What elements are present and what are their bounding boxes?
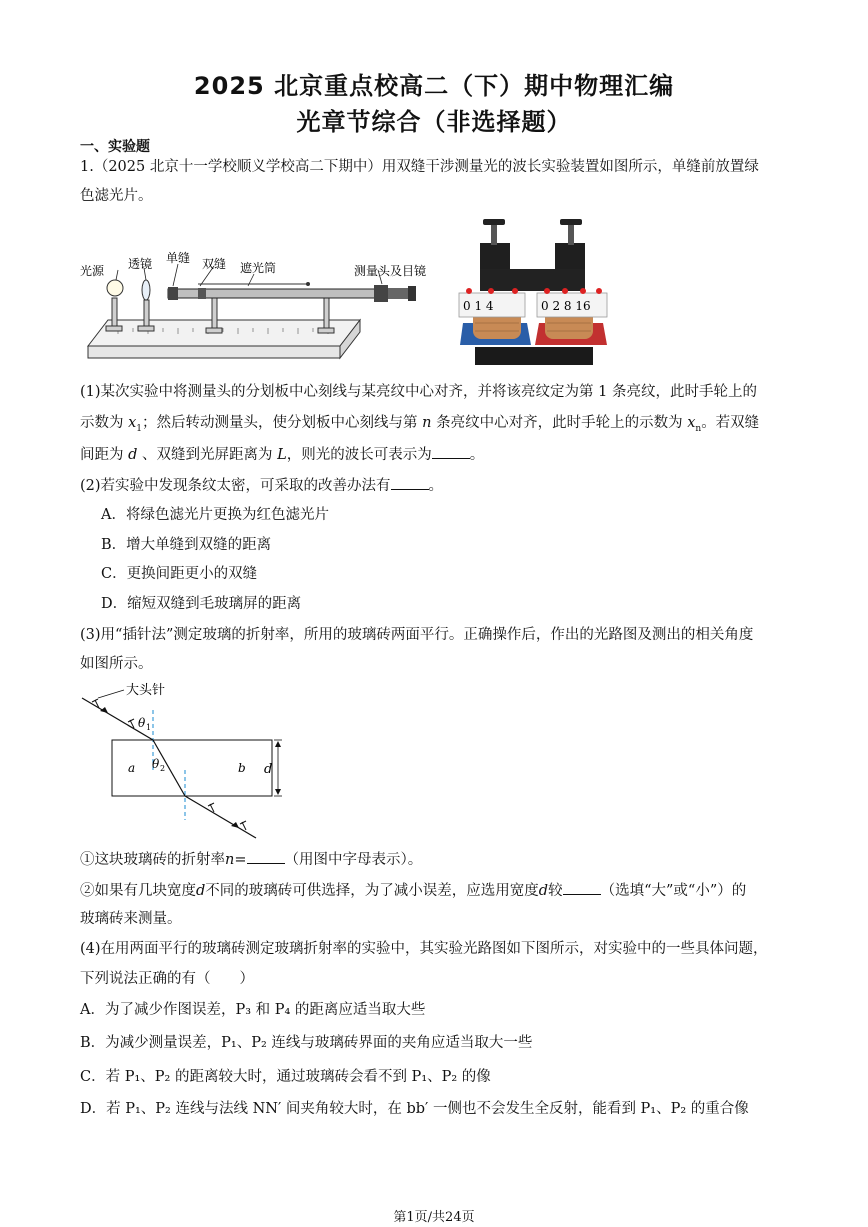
var-n: n xyxy=(225,852,235,868)
var-x: x xyxy=(128,415,137,431)
reading-left: 0 1 4 xyxy=(463,299,494,313)
part1-text: 条亮纹中心对齐，此时手轮上的示数为 xyxy=(436,415,683,431)
part1-text: 间距为 xyxy=(80,447,124,463)
theta2-label: θ xyxy=(152,757,160,771)
side-a-label: a xyxy=(128,761,136,775)
width-d-label: d xyxy=(264,762,273,777)
reading-right: 0 2 8 16 xyxy=(541,299,591,313)
part1-line2 xyxy=(80,413,759,439)
side-b-label: b xyxy=(238,761,246,775)
part3-text: = xyxy=(234,852,247,868)
interference-apparatus-figure xyxy=(78,248,448,368)
label-single-slit: 单缝 xyxy=(166,251,191,265)
answer-blank[interactable] xyxy=(563,880,601,895)
var-n: n xyxy=(422,415,432,431)
part1-text: 、双缝到光屏距离为 xyxy=(142,447,273,463)
option-c: C．更换间距更小的双缝 xyxy=(101,566,258,582)
var-d: d xyxy=(128,447,138,463)
part3-text: （用图中字母表示）。 xyxy=(284,852,423,868)
question-intro-cont: 色滤光片。 xyxy=(80,188,153,204)
option-b: B．为减少测量误差，P₁、P₂ 连线与玻璃砖界面的夹角应适当取大一些 xyxy=(80,1035,533,1051)
part1-text: 。若双缝 xyxy=(701,415,760,431)
page-title: 2025 北京重点校高二（下）期中物理汇编 xyxy=(193,72,675,100)
label-light-source: 光源 xyxy=(80,264,105,278)
pin-label: 大头针 xyxy=(126,683,166,698)
theta2-sub: 2 xyxy=(160,764,166,773)
answer-blank[interactable] xyxy=(391,475,429,490)
section-heading: 一、实验题 xyxy=(80,139,150,155)
part3-q1 xyxy=(80,849,422,870)
part3-line1: (3)用“插针法”测定玻璃的折射率，所用的玻璃砖两面平行。正确操作后，作出的光路图及测出的相关角度 xyxy=(80,627,754,643)
option-c: C．若 P₁、P₂ 的距离较大时，通过玻璃砖会看不到 P₁、P₂ 的像 xyxy=(80,1069,491,1085)
part3-line2: 如图所示。 xyxy=(80,656,153,672)
option-d: D．缩短双缝到毛玻璃屏的距离 xyxy=(101,596,302,612)
refraction-diagram xyxy=(78,680,288,840)
part3-text: 较 xyxy=(548,883,563,899)
part2-text: (2)若实验中发现条纹太密，可采取的改善办法有 xyxy=(80,478,391,494)
part1-line3 xyxy=(80,444,484,465)
option-b: B．增大单缝到双缝的距离 xyxy=(101,537,272,553)
part2-text: 。 xyxy=(428,478,444,494)
var-sub-1: 1 xyxy=(136,423,143,434)
part3-q2 xyxy=(80,880,746,901)
question-intro: 1.（2025 北京十一学校顺义学校高二下期中）用双缝干涉测量光的波长实验装置如图所示，单缝前放置绿 xyxy=(80,159,759,175)
var-L: L xyxy=(277,447,287,463)
part4-line1: (4)在用两面平行的玻璃砖测定玻璃折射率的实验中，其实验光路图如下图所示，对实验中的一些具体问题， xyxy=(80,941,768,957)
page-subtitle: 光章节综合（非选择题） xyxy=(296,108,572,136)
part3-text: ②如果有几块宽度 xyxy=(80,883,196,899)
var-sub-n: n xyxy=(695,423,702,434)
option-a: A．将绿色滤光片更换为红色滤光片 xyxy=(101,507,329,523)
option-d: D．若 P₁、P₂ 连线与法线 NN′ 间夹角较大时，在 bb′ 一侧也不会发生全反射，能看到 P₁、P₂ 的重合像 xyxy=(80,1101,749,1117)
theta1-label: θ xyxy=(138,716,146,730)
label-lens: 透镜 xyxy=(128,257,153,271)
theta1-sub: 1 xyxy=(146,723,152,732)
part1-text: ，则光的波长可表示为 xyxy=(286,447,432,463)
measuring-head-figure xyxy=(455,213,610,368)
part1-text: ；然后转动测量头，使分划板中心刻线与第 xyxy=(142,415,418,431)
part4-line2: 下列说法正确的有（ ） xyxy=(80,971,254,987)
part3-text: ①这块玻璃砖的折射率 xyxy=(80,852,225,868)
option-a: A．为了减少作图误差，P₃ 和 P₄ 的距离应适当取大些 xyxy=(80,1002,426,1018)
part3-text: （选填“大”或“小”）的 xyxy=(600,883,747,899)
part2-line1 xyxy=(80,475,443,496)
var-d: d xyxy=(538,883,549,899)
part1-line1: (1)某次实验中将测量头的分划板中心刻线与某亮纹中心对齐，并将该亮纹定为第 1 条亮纹，此时手轮上的 xyxy=(80,384,757,400)
page-number: 第1页/共24页 xyxy=(393,1210,475,1225)
answer-blank[interactable] xyxy=(247,849,285,864)
label-double-slit: 双缝 xyxy=(202,257,227,271)
answer-blank[interactable] xyxy=(432,444,470,459)
part1-text: 。 xyxy=(469,447,485,463)
var-d: d xyxy=(196,883,206,899)
label-tube: 遮光筒 xyxy=(240,261,277,275)
part1-text: 示数为 xyxy=(80,415,124,431)
var-x: x xyxy=(687,415,696,431)
part3-text: 不同的玻璃砖可供选择，为了减小误差，应选用宽度 xyxy=(205,883,539,899)
part3-q2-cont: 玻璃砖来测量。 xyxy=(80,911,182,927)
label-eyepiece: 测量头及目镜 xyxy=(354,264,427,278)
